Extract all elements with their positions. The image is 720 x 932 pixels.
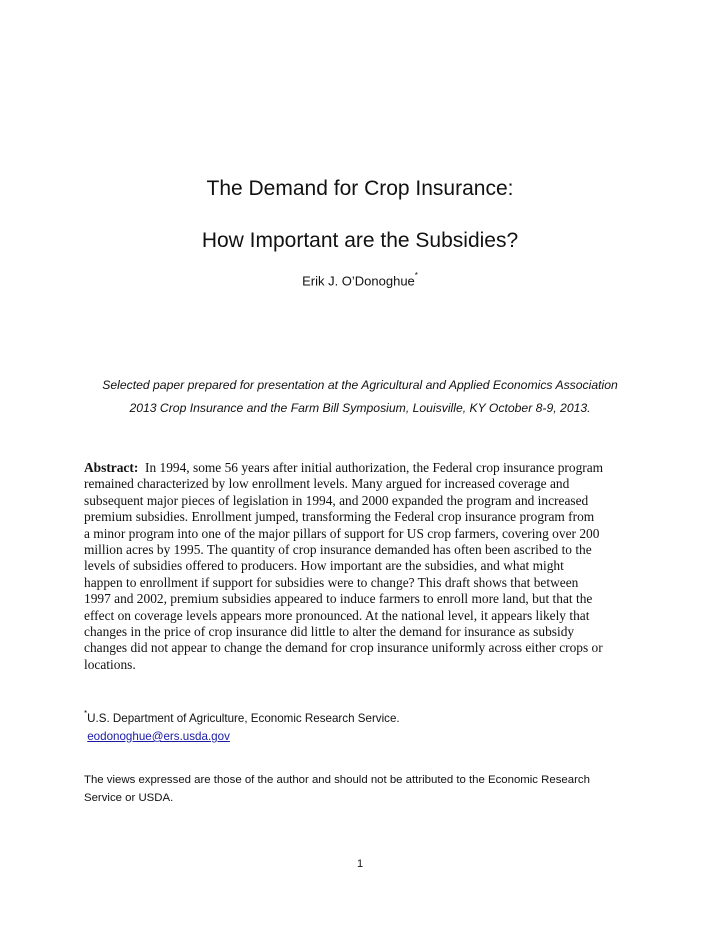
abstract-label: Abstract: xyxy=(84,460,139,475)
abstract-line: remained characterized by low enrollment levels. Many argued for increased coverage and xyxy=(84,476,570,492)
title-line-1: The Demand for Crop Insurance: xyxy=(206,177,514,200)
abstract-text: In 1994, some 56 years after initial authorization, the Federal crop insurance program xyxy=(145,460,604,475)
affiliation-text: U.S. Department of Agriculture, Economic Research Service. xyxy=(87,711,400,725)
affiliation-line xyxy=(84,706,400,728)
abstract-line: subsequent major pieces of legislation in 1994, and 2000 expanded the program and increased xyxy=(84,492,589,508)
abstract-line: premium subsidies. Enrollment jumped, transforming the Federal crop insurance program from xyxy=(84,509,595,525)
abstract-line: changes in the price of crop insurance did little to alter the demand for insurance as subsidy xyxy=(84,624,575,640)
author-name: Erik J. O’Donoghue xyxy=(302,273,415,289)
selected-paper-line-2: 2013 Crop Insurance and the Farm Bill Symposium, Louisville, KY October 8-9, 2013. xyxy=(129,401,591,415)
abstract-line xyxy=(84,460,644,476)
abstract-line: locations. xyxy=(84,656,136,672)
disclaimer xyxy=(84,771,644,807)
abstract-line: 1997 and 2002, premium subsidies appeared to induce farmers to enroll more land, but that the xyxy=(84,591,593,607)
selected-paper-note xyxy=(80,374,640,420)
author xyxy=(0,273,720,288)
abstract-line: levels of subsidies offered to producers. How important are the subsidies, and what might xyxy=(84,558,564,574)
author-footnote-marker: * xyxy=(414,271,418,280)
abstract-line: changes did not appear to change the demand for crop insurance uniformly across either crops or xyxy=(84,640,603,656)
abstract xyxy=(84,460,644,673)
disclaimer-line-1: The views expressed are those of the author and should not be attributed to the Economic Research xyxy=(84,774,590,786)
email-line xyxy=(84,728,400,746)
abstract-line: effect on coverage levels appears more pronounced. At the national level, it appears likely that xyxy=(84,607,590,623)
selected-paper-line-1: Selected paper prepared for presentation at the Agricultural and Applied Economics Association xyxy=(102,378,618,392)
page-number: 1 xyxy=(356,858,364,870)
affiliation-footnote xyxy=(84,706,400,746)
abstract-line: million acres by 1995. The quantity of crop insurance demanded has often been ascribed to the xyxy=(84,542,592,558)
author-email-link[interactable]: eodonoghue@ers.usda.gov xyxy=(87,729,230,743)
title-line-2: How Important are the Subsidies? xyxy=(201,229,519,252)
abstract-line: happen to enrollment if support for subsidies were to change? This draft shows that between xyxy=(84,574,579,590)
disclaimer-line-2: Service or USDA. xyxy=(84,792,174,804)
affiliation-marker: * xyxy=(84,709,88,718)
abstract-line: a minor program into one of the major pillars of support for US crop farmers, covering over 200 xyxy=(84,525,600,541)
